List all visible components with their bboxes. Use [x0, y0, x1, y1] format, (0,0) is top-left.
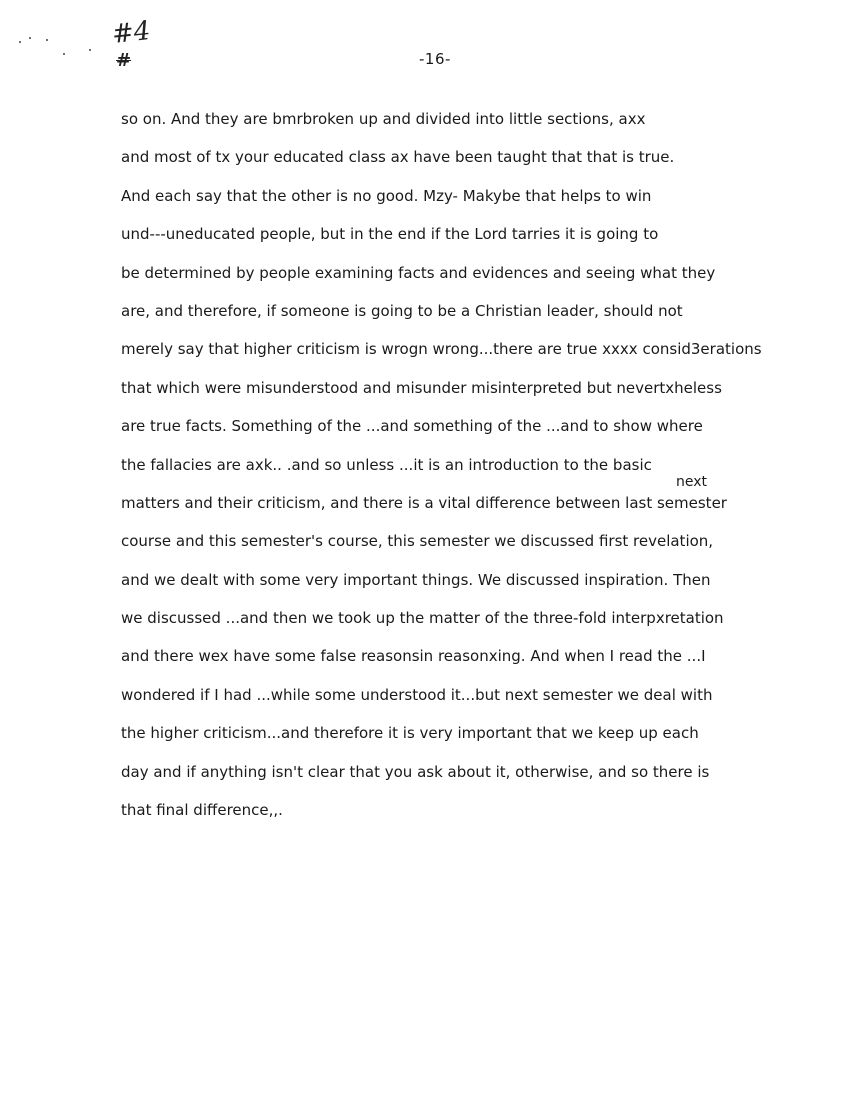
text-line: that final difference,,. — [121, 801, 283, 820]
text-line: and most of tx your educated class ax have been taught that that is true. — [121, 148, 675, 167]
scan-specks — [14, 30, 94, 60]
text-line: matters and their criticism, and there is a vital difference between last semester — [121, 493, 727, 512]
text-line: so on. And they are bmrbroken up and divided into little sections, axx — [121, 110, 646, 128]
text-line: wondered if I had ...while some understood it...but next semester we deal with — [121, 685, 713, 704]
text-line: the higher criticism...and therefore it is very important that we keep up each — [121, 724, 699, 743]
interlinear-insertion: next — [676, 474, 708, 490]
text-line: be determined by people examining facts and evidences and seeing what they — [121, 263, 716, 282]
text-line: we discussed ...and then we took up the matter of the three-fold interpxretation — [121, 609, 724, 628]
text-line: und---uneducated people, but in the end if the Lord tarries it is going to — [121, 225, 659, 244]
text-line: and we dealt with some very important things. We discussed inspiration. Then — [121, 570, 711, 589]
text-line: merely say that higher criticism is wrogn wrong...there are true xxxx consid3erations — [121, 340, 762, 359]
handwritten-number-mark: #4 — [110, 16, 152, 50]
text-line: the fallacies are axk.. .and so unless ...it is an introduction to the basic — [121, 455, 652, 474]
text-line: are, and therefore, if someone is going to be a Christian leader, should not — [121, 301, 683, 320]
struck-handwritten-mark: # — [116, 50, 132, 71]
transcript-body — [121, 109, 846, 838]
text-line: are true facts. Something of the ...and something of the ...and to show where — [121, 417, 703, 436]
text-line: day and if anything isn't clear that you ask about it, otherwise, and so there is — [121, 762, 710, 781]
text-line: And each say that the other is no good. Mzy- Makybe that helps to win — [121, 186, 652, 205]
text-line: that which were misunderstood and misunder misinterpreted but nevertxheless — [121, 378, 722, 397]
text-line: and there wex have some false reasonsin reasonxing. And when I read the ...I — [121, 647, 706, 666]
page-number: -16- — [419, 50, 451, 68]
text-line: course and this semester's course, this semester we discussed first revelation, — [121, 532, 714, 551]
